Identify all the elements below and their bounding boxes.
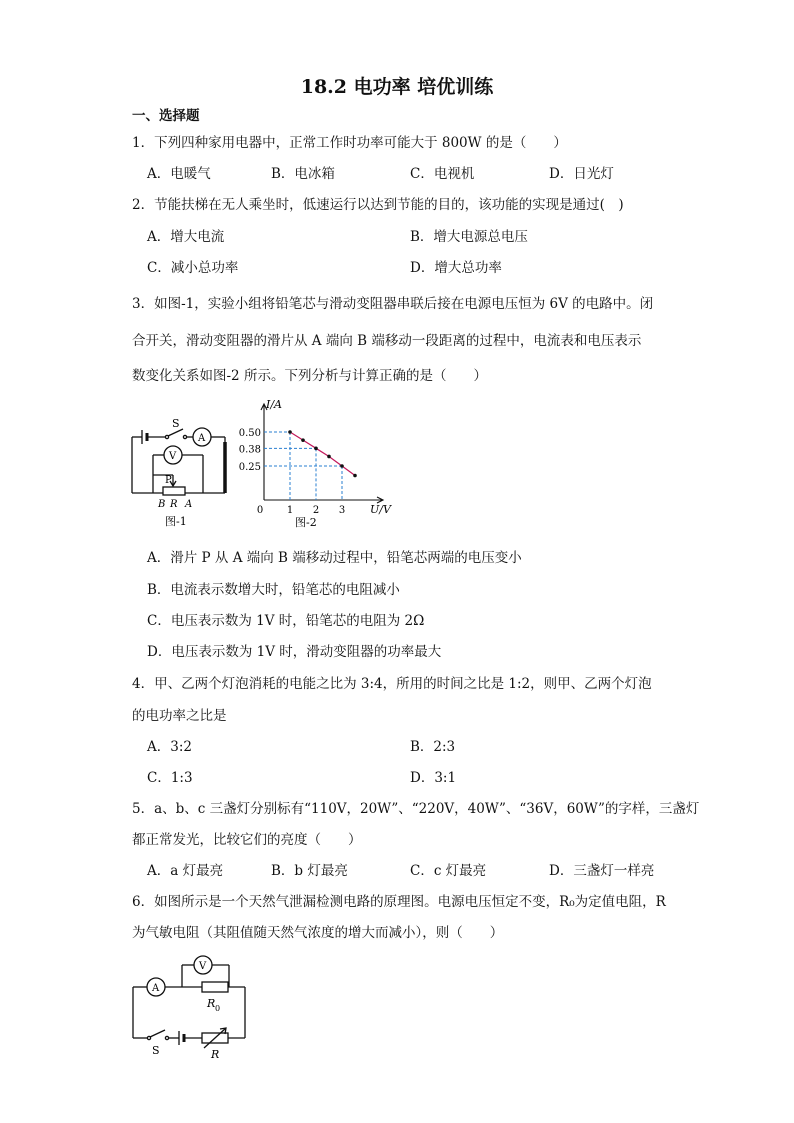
- fig1-voltmeter-label: V: [169, 451, 177, 462]
- q6-r0-subscript: 0: [215, 1004, 221, 1013]
- circuit-figure-q6: [125, 950, 255, 1062]
- data-point: [288, 430, 292, 434]
- fig1-r-label: R: [170, 499, 178, 510]
- question-1-stem: 1．下列四种家用电器中，正常工作时功率可能大于 800W 的是（ ）: [132, 135, 567, 151]
- q4-option-d: D．3:1: [410, 770, 457, 786]
- question-6-stem-line2: 为气敏电阻（其阻值随天然气浓度的增大而减小），则（ ）: [132, 925, 504, 941]
- q2-option-b: B．增大电源总电压: [410, 229, 528, 245]
- data-point: [314, 447, 318, 451]
- q5-option-c: C．c 灯最亮: [410, 863, 487, 879]
- question-3-stem-line3: 数变化关系如图-2 所示。下列分析与计算正确的是（ ）: [132, 368, 487, 384]
- fig1-caption: 图-1: [165, 515, 187, 528]
- question-2-stem: 2．节能扶梯在无人乘坐时，低速运行以达到节能的目的，该功能的实现是通过( ): [132, 197, 624, 213]
- fig1-slider-label: P: [165, 475, 172, 486]
- chart-xlabel: U/V: [370, 503, 391, 516]
- fig2-caption: 图-2: [295, 516, 317, 529]
- chart-ylabel: I/A: [266, 398, 282, 411]
- data-point: [301, 438, 305, 442]
- question-3-stem-line1: 3．如图-1，实验小组将铅笔芯与滑动变阻器串联后接在电源电压恒为 6V 的电路中。闭: [132, 296, 654, 312]
- fig1-ammeter-label: A: [198, 433, 206, 444]
- y-tick-label: 0.50: [238, 428, 261, 439]
- data-point: [353, 474, 357, 478]
- x-tick-label: 1: [286, 505, 294, 516]
- q1-option-b: B．电冰箱: [271, 166, 335, 182]
- q1-option-a: A．电暖气: [147, 166, 211, 182]
- question-6-stem-line1: 6．如图所示是一个天然气泄漏检测电路的原理图。电源电压恒定不变，R₀为定值电阻，R: [132, 894, 666, 910]
- q3-option-c: C．电压表示数为 1V 时，铅笔芯的电阻为 2Ω: [147, 613, 425, 629]
- q3-option-d: D．电压表示数为 1V 时，滑动变阻器的功率最大: [147, 644, 442, 660]
- q6-r0-label: R: [207, 997, 216, 1010]
- question-4-stem-line1: 4．甲、乙两个灯泡消耗的电能之比为 3:4，所用的时间之比是 1:2，则甲、乙两个灯泡: [132, 676, 652, 692]
- q4-option-c: C．1:3: [147, 770, 193, 786]
- question-5-stem-line2: 都正常发光，比较它们的亮度（ ）: [132, 832, 362, 848]
- q2-option-c: C．减小总功率: [147, 260, 239, 276]
- q3-option-a: A．滑片 P 从 A 端向 B 端移动过程中，铅笔芯两端的电压变小: [147, 550, 522, 566]
- q6-switch-label: S: [152, 1044, 160, 1057]
- q6-ammeter-label: A: [152, 983, 160, 994]
- y-tick-label: 0.25: [238, 462, 261, 473]
- section-heading: 一、选择题: [132, 108, 200, 124]
- data-point: [327, 455, 331, 459]
- circuit-figure-1: [125, 415, 245, 540]
- q6-r-label: R: [211, 1048, 220, 1061]
- data-point: [340, 464, 344, 468]
- chart-origin: 0: [256, 505, 264, 516]
- fig1-b-label: B: [158, 499, 166, 510]
- series-line: [290, 432, 355, 476]
- question-4-stem-line2: 的电功率之比是: [132, 708, 227, 724]
- q5-option-a: A．a 灯最亮: [147, 863, 224, 879]
- question-5-stem-line1: 5．a、b、c 三盏灯分别标有“110V，20W”、“220V，40W”、“36V，60W”的字样，三盏灯: [132, 801, 700, 817]
- q2-option-d: D．增大总功率: [410, 260, 502, 276]
- q4-option-b: B．2:3: [410, 739, 456, 755]
- x-tick-label: 3: [338, 505, 346, 516]
- q5-option-d: D．三盏灯一样亮: [549, 863, 655, 879]
- page-title: 18.2 电功率 培优训练: [300, 76, 494, 98]
- chart-figure-2: [238, 395, 398, 530]
- q3-option-b: B．电流表示数增大时，铅笔芯的电阻减小: [147, 582, 400, 598]
- question-3-stem-line2: 合开关，滑动变阻器的滑片从 A 端向 B 端移动一段距离的过程中，电流表和电压表示: [132, 333, 642, 349]
- q1-option-d: D．日光灯: [549, 166, 614, 182]
- y-tick-label: 0.38: [238, 444, 261, 456]
- q4-option-a: A．3:2: [147, 739, 192, 755]
- q5-option-b: B．b 灯最亮: [271, 863, 348, 879]
- q1-option-c: C．电视机: [410, 166, 475, 182]
- q6-voltmeter-label: V: [199, 961, 207, 972]
- fig1-switch-label: S: [172, 417, 180, 430]
- fig1-a-label: A: [185, 499, 193, 510]
- x-tick-label: 2: [312, 505, 320, 516]
- q2-option-a: A．增大电流: [147, 229, 225, 245]
